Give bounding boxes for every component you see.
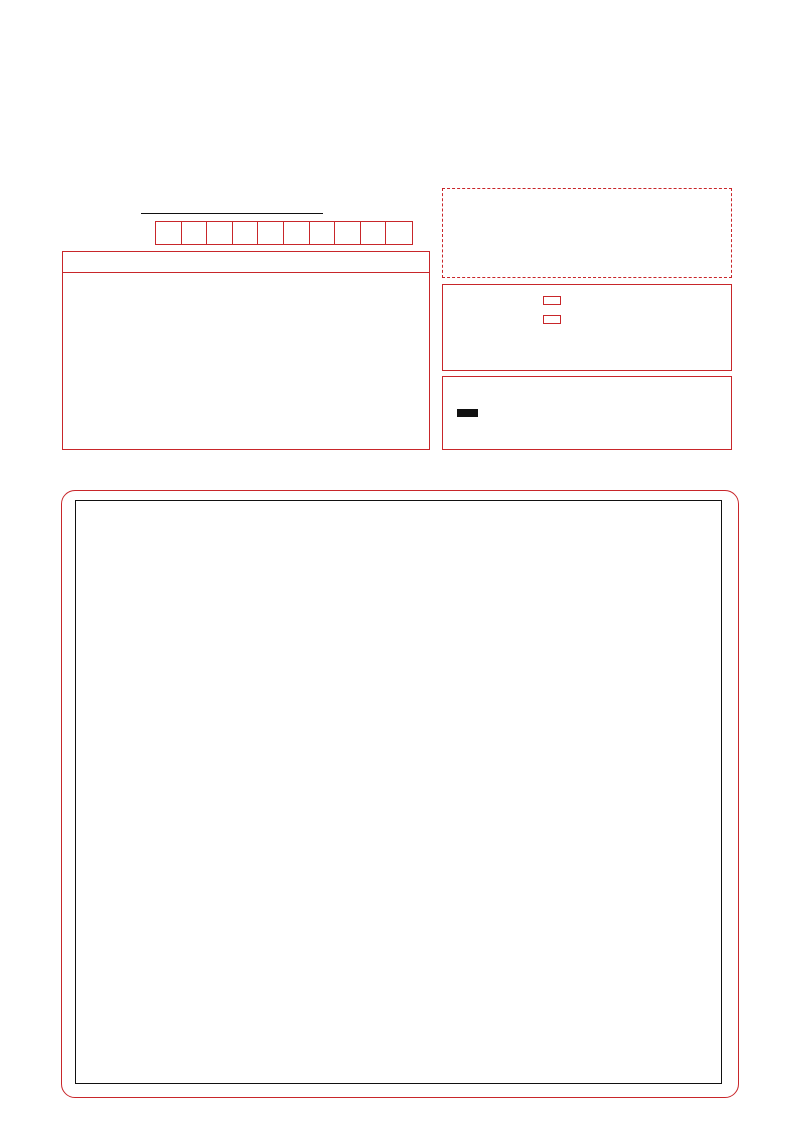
barcode-area: [442, 188, 732, 278]
id-digit-box[interactable]: [361, 222, 387, 244]
notice-heading: [62, 251, 430, 273]
absent-mark-box[interactable]: [543, 296, 561, 305]
id-digit-box[interactable]: [233, 222, 259, 244]
id-digit-box[interactable]: [335, 222, 361, 244]
id-digit-box[interactable]: [182, 222, 208, 244]
examiner-only-box: [442, 284, 732, 371]
id-digit-box[interactable]: [310, 222, 336, 244]
id-digit-box[interactable]: [284, 222, 310, 244]
id-digit-box[interactable]: [386, 222, 412, 244]
id-digit-box[interactable]: [207, 222, 233, 244]
id-digit-box[interactable]: [258, 222, 284, 244]
absent-mark-row: [529, 293, 561, 307]
top-registration-marks: [52, 38, 748, 52]
section-1-instructions: [86, 512, 716, 513]
violation-mark-row: [529, 312, 561, 326]
section-2-instructions: [86, 698, 716, 699]
section-3-instructions: [86, 882, 716, 883]
fill-sample-box: [442, 376, 732, 450]
answer-area-frame: [75, 500, 722, 1084]
name-field[interactable]: [141, 213, 323, 214]
filled-bubble-sample: [457, 409, 478, 417]
exam-id-boxes[interactable]: [155, 221, 413, 245]
notice-body: [62, 272, 430, 450]
wrong-fill-row: [453, 427, 495, 441]
id-digit-box[interactable]: [156, 222, 182, 244]
correct-fill-row: [453, 405, 478, 419]
violation-mark-box[interactable]: [543, 315, 561, 324]
